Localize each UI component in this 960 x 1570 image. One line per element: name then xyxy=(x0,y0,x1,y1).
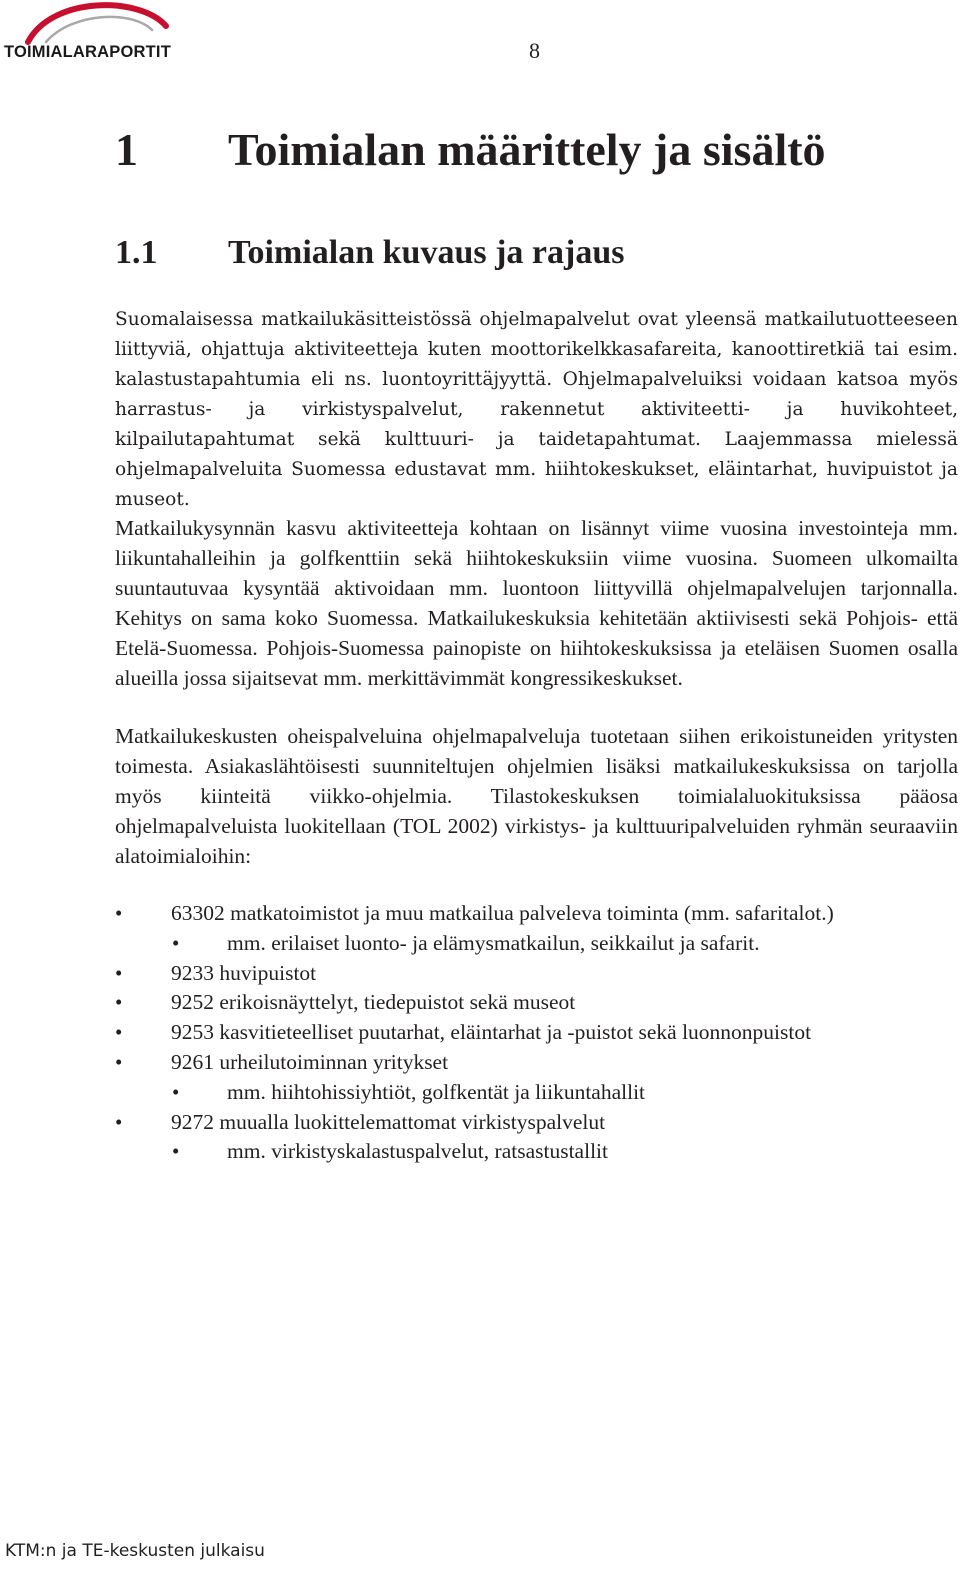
list-item-text: 9272 muualla luokittelemattomat virkistyspalvelut xyxy=(171,1109,606,1134)
chapter-heading xyxy=(115,123,826,176)
logo xyxy=(4,2,179,64)
bullet-icon: • xyxy=(115,901,123,925)
list-item-text: 9253 kasvitieteelliset puutarhat, eläintarhat ja -puistot sekä luonnonpuistot xyxy=(171,1020,812,1045)
bullet-icon: • xyxy=(172,1079,180,1104)
bullet-icon: • xyxy=(115,960,123,985)
section-number: 1.1 xyxy=(115,234,158,271)
logo-arc-icon xyxy=(22,2,172,46)
paragraph-1: Suomalaisessa matkailukäsitteistössä ohjelmapalvelut ovat yleensä matkailutuotteeseen liittyviä, ohjattuja aktiviteetteja kuten moottorikelkkasafareita, kanoottiretkiä tai esim. kalastustapahtumia eli ns. luontoyrittäjyyttä. Ohjelmapalveluiksi voidaan katsoa myös harrastus- ja virkistyspalvelut, rakennetut aktiviteetti- ja huvikohteet, kilpailutapahtumat sekä kulttuuri- ja taidetapahtumat. Laajemmassa mielessä ohjelmapalveluita Suomessa edustavat mm. hiihtokeskukset, eläintarhat, huvipuistot ja museot. xyxy=(115,309,958,510)
logo-text: TOIMIALARAPORTIT xyxy=(4,43,171,61)
list-item xyxy=(115,899,834,929)
bullet-icon: • xyxy=(115,1109,123,1134)
list-item xyxy=(115,988,834,1018)
list-item-text: mm. hiihtohissiyhtiöt, golfkentät ja liikuntahallit xyxy=(227,1079,646,1104)
list-item-text: 9233 huvipuistot xyxy=(171,960,317,985)
bullet-icon: • xyxy=(172,930,180,955)
paragraph-2: Matkailukysynnän kasvu aktiviteetteja kohtaan on lisännyt viime vuosina investointeja mm. liikuntahalleihin ja golfkenttiin sekä hiihtokeskuksiin viime vuosina. Suomeen ulkomailta suuntautuvaa kysyntää aktivoidaan mm. luontoon liittyvillä ohjelmapalvelujen tarjonnalla. Kehitys on sama koko Suomessa. Matkailukeskuksia kehitetään aktiivisesti sekä Pohjois- että Etelä-Suomessa. Pohjois-Suomessa painopiste on hiihtokeskuksissa ja eteläisen Suomen osalla alueilla jossa sijaitsevat mm. merkittävimmät kongressikeskukset. xyxy=(115,516,958,690)
bullet-icon: • xyxy=(115,1049,123,1074)
list-item-text: 63302 matkatoimistot ja muu matkailua palveleva toiminta (mm. safaritalot.) xyxy=(171,901,834,925)
list-item-text: mm. virkistyskalastuspalvelut, ratsastustallit xyxy=(227,1139,608,1164)
list-subitem xyxy=(115,1078,834,1108)
list-item-text: mm. erilaiset luonto- ja elämysmatkailun, seikkailut ja safarit. xyxy=(227,930,760,955)
list-item-text: 9252 erikoisnäyttelyt, tiedepuistot sekä museot xyxy=(171,990,576,1015)
page-number: 8 xyxy=(529,38,540,63)
chapter-title: Toimialan määrittely ja sisältö xyxy=(228,124,826,175)
list-subitem xyxy=(115,929,834,959)
section-heading xyxy=(115,234,624,272)
section-title: Toimialan kuvaus ja rajaus xyxy=(228,234,625,271)
paragraph-3: Matkailukeskusten oheispalveluina ohjelmapalveluja tuotetaan siihen erikoistuneiden yritysten toimesta. Asiakaslähtöisesti suunniteltujen ohjelmien lisäksi matkailukeskuksissa on tarjolla myös kiinteitä viikko-ohjelmia. Tilastokeskuksen toimialaluokituksissa pääosa ohjelmapalveluista luokitellaan (TOL 2002) virkistys- ja kulttuuripalveluiden ryhmän seuraaviin alatoimialoihin: xyxy=(115,724,958,868)
bullet-icon: • xyxy=(172,1139,180,1164)
classification-list xyxy=(115,899,834,1167)
list-item xyxy=(115,1108,834,1138)
footer-text: KTM:n ja TE-keskusten julkaisu xyxy=(5,1541,265,1561)
chapter-number: 1 xyxy=(115,124,138,175)
list-subitem xyxy=(115,1137,834,1167)
list-item xyxy=(115,1018,834,1048)
list-item xyxy=(115,1048,834,1078)
list-item xyxy=(115,959,834,989)
bullet-icon: • xyxy=(115,1020,123,1045)
bullet-icon: • xyxy=(115,990,123,1015)
list-item-text: 9261 urheilutoiminnan yritykset xyxy=(171,1049,449,1074)
